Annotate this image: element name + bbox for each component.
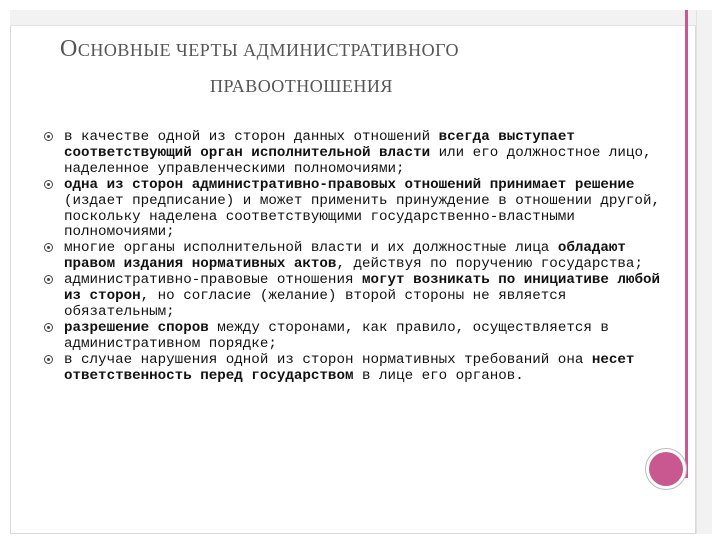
slide-top-bar — [10, 10, 696, 26]
text-segment: в качестве одной из сторон данных отношений — [64, 129, 439, 145]
bullet-item-6 — [44, 353, 684, 385]
title-line-1-rest: СНОВНЫЕ ЧЕРТЫ АДМИНИСТРАТИВНОГО — [77, 40, 460, 60]
title-line-1 — [60, 38, 620, 61]
bold-text-segment: одна из сторон административно-правовых отношений принимает решение — [64, 176, 635, 193]
text-segment: , но согласие (желание) второй стороны не является обязательным; — [64, 288, 567, 320]
bullet-item-2 — [44, 178, 684, 242]
text-segment: между сторонами, как правило, осуществляется в административном порядке; — [64, 319, 609, 352]
text-segment: многие органы исполнительной власти и их должностные лица — [64, 240, 558, 257]
decorative-circle-dot — [649, 452, 683, 486]
text-segment: в лице его органов. — [353, 367, 524, 384]
slide-title — [60, 38, 620, 97]
text-segment: или его должностное лицо, наделенное управленческими полномочиями; — [64, 144, 652, 177]
slide-right-bar — [696, 10, 712, 534]
text-segment: , действуя по поручению государства; — [336, 256, 643, 273]
bold-text-segment: разрешение споров — [64, 319, 209, 336]
bold-text-segment: могут возникать по инициативе любой из сторон — [64, 272, 660, 305]
bullet-item-4 — [44, 273, 684, 321]
accent-stripe — [685, 10, 688, 478]
bullet-item-5 — [44, 321, 684, 353]
bold-text-segment: обладают правом издания нормативных актов — [64, 240, 626, 273]
bold-text-segment: несет ответственность перед государством — [64, 351, 635, 384]
bullet-icon — [44, 275, 53, 284]
bullet-icon — [44, 243, 53, 252]
bullet-icon — [44, 180, 53, 189]
bullet-icon — [44, 355, 53, 364]
text-segment: в случае нарушения одной из сторон нормативных требований она — [64, 351, 592, 368]
text-segment: (издает предписание) и может применить принуждение в отношении другой, поскольку наделена соответствующими государственно-властными полномочиями; — [64, 192, 660, 241]
bold-text-segment: всегда выступает соответствующий орган исполнительной власти — [64, 129, 575, 161]
bullet-icon — [44, 132, 53, 141]
text-segment: административно-правовые отношения — [64, 272, 362, 289]
title-initial: О — [60, 36, 78, 62]
bullet-list — [44, 130, 684, 385]
bullet-item-1 — [44, 130, 684, 178]
title-line-2: ПРАВООТНОШЕНИЯ — [210, 76, 393, 96]
bullet-icon — [44, 323, 53, 332]
bullet-item-3 — [44, 241, 684, 273]
